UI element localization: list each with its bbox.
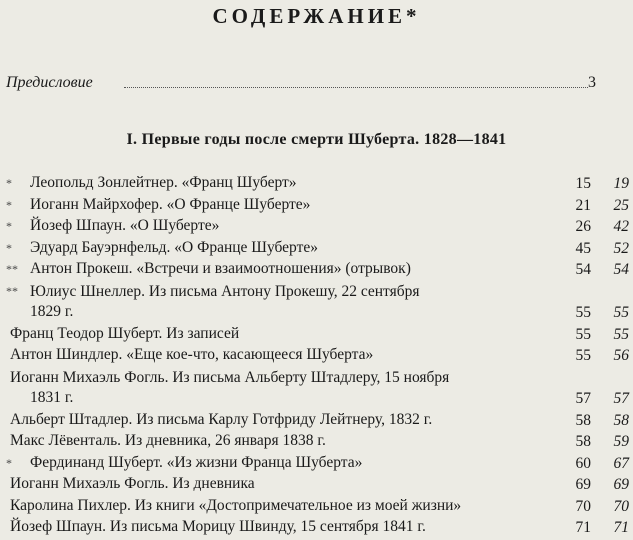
page-number: 71 bbox=[575, 519, 591, 536]
toc-entry bbox=[0, 259, 633, 281]
toc-entry bbox=[0, 238, 633, 260]
footnote-mark: * bbox=[6, 219, 12, 233]
page-number-original: 54 bbox=[613, 261, 629, 278]
page-number-original: 59 bbox=[613, 433, 629, 450]
page-number: 26 bbox=[575, 218, 591, 235]
toc-entry bbox=[0, 195, 633, 217]
page-number: 54 bbox=[575, 261, 591, 278]
page-number: 45 bbox=[575, 239, 591, 257]
toc-entry bbox=[0, 496, 633, 518]
entry-text: Антон Шиндлер. «Еще кое-что, касающееся Шуберта» bbox=[10, 346, 374, 363]
toc-entry bbox=[0, 281, 633, 324]
page-title: СОДЕРЖАНИЕ* bbox=[212, 4, 421, 28]
toc-entry bbox=[0, 474, 633, 496]
preface-label: Предисловие bbox=[6, 74, 93, 91]
page-number: 21 bbox=[575, 196, 591, 214]
toc-entry bbox=[0, 216, 633, 238]
toc-entry bbox=[0, 431, 633, 453]
entry-text: Каролина Пихлер. Из книги «Достопримечательное из моей жизни» bbox=[10, 496, 462, 514]
page-number: 15 bbox=[575, 175, 591, 192]
toc-entry-preface bbox=[6, 74, 618, 96]
page-number: 57 bbox=[575, 390, 591, 407]
page-number-original: 55 bbox=[613, 325, 629, 343]
entry-text: Юлиус Шнеллер. Из письма Антону Прокешу, 22 сентября bbox=[30, 282, 420, 300]
page-number: 58 bbox=[575, 433, 591, 450]
entry-text: Макс Лёвенталь. Из дневника, 26 января 1838 г. bbox=[10, 432, 326, 449]
page-number-original: 55 bbox=[613, 304, 629, 321]
section-title: I. Первые годы после смерти Шуберта. 1828—1841 bbox=[126, 131, 507, 148]
page-number-original: 69 bbox=[613, 476, 629, 493]
footnote-mark: ** bbox=[6, 262, 18, 276]
entry-text: Фердинанд Шуберт. «Из жизни Франца Шуберта» bbox=[30, 453, 363, 471]
page-number-original: 67 bbox=[613, 454, 629, 472]
page-number: 58 bbox=[575, 411, 591, 429]
page-number-original: 71 bbox=[613, 519, 629, 536]
page-number-original: 19 bbox=[613, 175, 629, 192]
page-number: 55 bbox=[575, 304, 591, 321]
toc-entry bbox=[0, 410, 633, 432]
toc-entry bbox=[0, 453, 633, 475]
entry-text: Франц Теодор Шуберт. Из записей bbox=[10, 324, 240, 342]
toc-entry bbox=[0, 517, 633, 539]
leader-dots bbox=[124, 77, 588, 88]
toc-entries bbox=[0, 173, 633, 539]
footnote-mark: ** bbox=[6, 283, 18, 298]
entry-text: Иоганн Михаэль Фогль. Из дневника bbox=[10, 475, 255, 492]
entry-text: Йозеф Шпаун. «О Шуберте» bbox=[30, 217, 220, 234]
footnote-mark: * bbox=[6, 176, 12, 190]
page-number-original: 42 bbox=[613, 218, 629, 235]
page-number: 55 bbox=[575, 347, 591, 364]
footnote-mark: * bbox=[6, 240, 12, 255]
page-number-original: 25 bbox=[613, 196, 629, 214]
page-number: 70 bbox=[575, 497, 591, 515]
page-number-original: 56 bbox=[613, 347, 629, 364]
toc-entry bbox=[0, 324, 633, 346]
entry-text-continued: 1831 г. bbox=[30, 388, 74, 406]
footnote-mark: * bbox=[6, 197, 12, 212]
entry-text: Йозеф Шпаун. Из письма Морицу Швинду, 15 сентября 1841 г. bbox=[10, 518, 426, 535]
toc-entry bbox=[0, 345, 633, 367]
entry-text: Антон Прокеш. «Встречи и взаимоотношения» (отрывок) bbox=[30, 260, 411, 277]
page-number: 69 bbox=[575, 476, 591, 493]
page-number-original: 57 bbox=[613, 390, 629, 407]
entry-text: Иоганн Майрхофер. «О Франце Шуберте» bbox=[30, 195, 311, 213]
toc-entry bbox=[0, 173, 633, 195]
page-number-original: 70 bbox=[613, 497, 629, 515]
entry-text: Эдуард Бауэрнфельд. «О Франце Шуберте» bbox=[30, 238, 318, 256]
entry-text: Альберт Штадлер. Из письма Карлу Готфриду Лейтнеру, 1832 г. bbox=[10, 410, 433, 428]
entry-text: Леопольд Зонлейтнер. «Франц Шуберт» bbox=[30, 174, 297, 191]
entry-text-continued: 1829 г. bbox=[30, 302, 74, 320]
entry-text: Иоганн Михаэль Фогль. Из письма Альберту Штадлеру, 15 ноября bbox=[10, 368, 450, 386]
page-number-original: 58 bbox=[613, 411, 629, 429]
page-number-original: 52 bbox=[613, 239, 629, 257]
preface-page: 3 bbox=[588, 74, 596, 91]
footnote-mark: * bbox=[6, 455, 12, 470]
page-number: 60 bbox=[575, 454, 591, 472]
page-number: 55 bbox=[575, 325, 591, 343]
toc-entry bbox=[0, 367, 633, 410]
